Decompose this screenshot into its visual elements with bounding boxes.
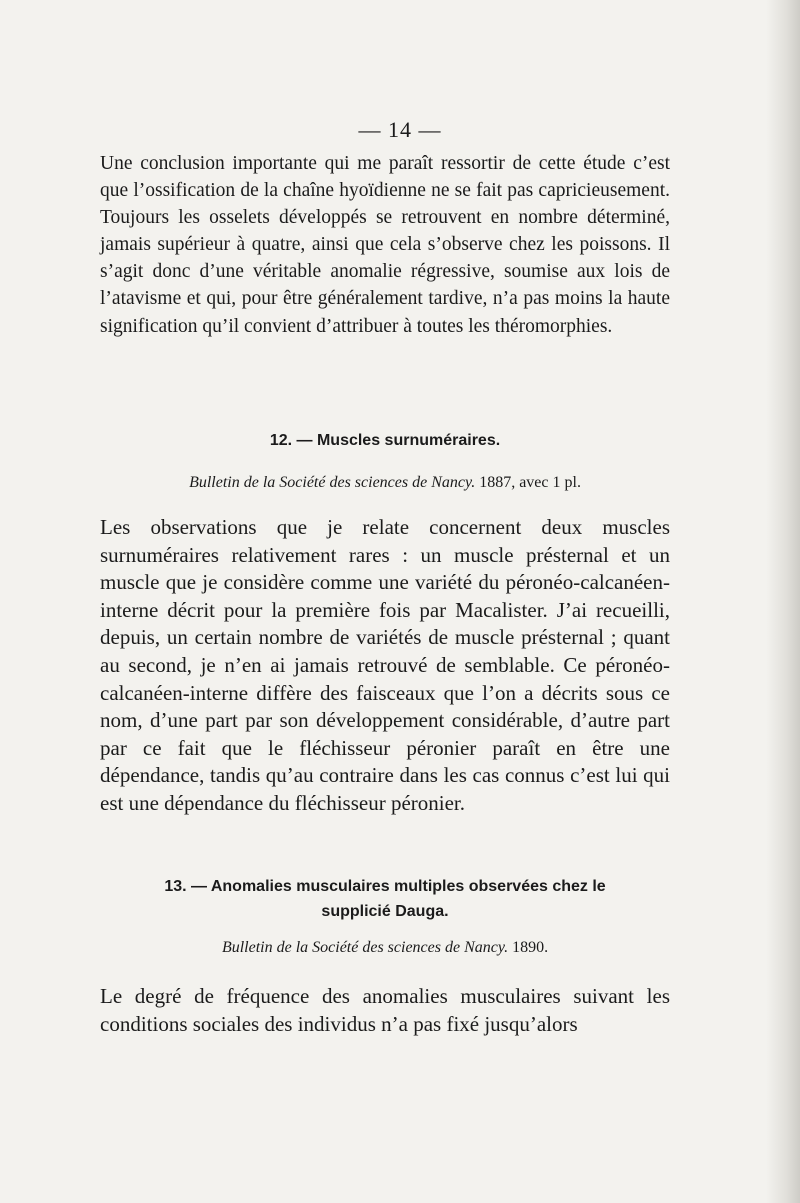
paragraph-hyoid-conclusion: Une conclusion importante qui me paraît ressortir de cette étude c’est que l’ossification de la chaîne hyoïdienne ne se fait pas capricieusement. Toujours les osselets développés se retrouvent en nombre déterminé, jamais supérieur à quatre, ainsi que cela s’observe chez les poissons. Il s’agit donc d’une véritable anomalie régressive, soumise aux lois de l’atavisme et qui, pour être généralement tardive, n’a pas moins la haute signification qu’il convient d’attribuer à toutes les théromorphies. <box>100 153 670 337</box>
section-13-citation <box>100 939 670 957</box>
section-13-citation-details: 1890. <box>512 939 549 956</box>
section-13-citation-title: Bulletin de la Société des sciences de Nancy. <box>221 939 509 956</box>
section-13-heading: 13. — Anomalies musculaires multiples observées chez le supplicié Dauga. <box>164 878 606 920</box>
section-12-citation-details: 1887, avec 1 pl. <box>479 474 581 491</box>
section-12-citation <box>100 474 670 492</box>
section-12-body: Les observations que je relate concernent deux muscles surnuméraires relativement rares : un muscle présternal et un muscle que je considère comme une variété du péronéo-calcanéen-interne décrit pour la première fois par Macalister. J’ai recueilli, depuis, un certain nombre de variétés de muscle présternal ; quant au second, je n’en ai jamais retrouvé de semblable. Ce péronéo-calcanéen-interne diffère des faisceaux que l’on a décrits sous ce nom, d’une part par son développement considérable, d’autre part par ce fait que le fléchisseur péronier paraît en être une dépendance, tandis qu’au contraire dans les cas connus c’est lui qui est une dépendance du fléchisseur péronier. <box>100 515 670 815</box>
scan-shadow-edge <box>766 0 800 1203</box>
section-13-body: Le degré de fréquence des anomalies musculaires suivant les conditions sociales des individus n’a pas fixé jusqu’alors <box>100 984 670 1036</box>
section-12-citation-title: Bulletin de la Société des sciences de Nancy. <box>189 474 476 491</box>
section-12-heading: 12. — Muscles surnuméraires. <box>269 432 501 449</box>
page-number: — 14 — <box>358 117 442 142</box>
